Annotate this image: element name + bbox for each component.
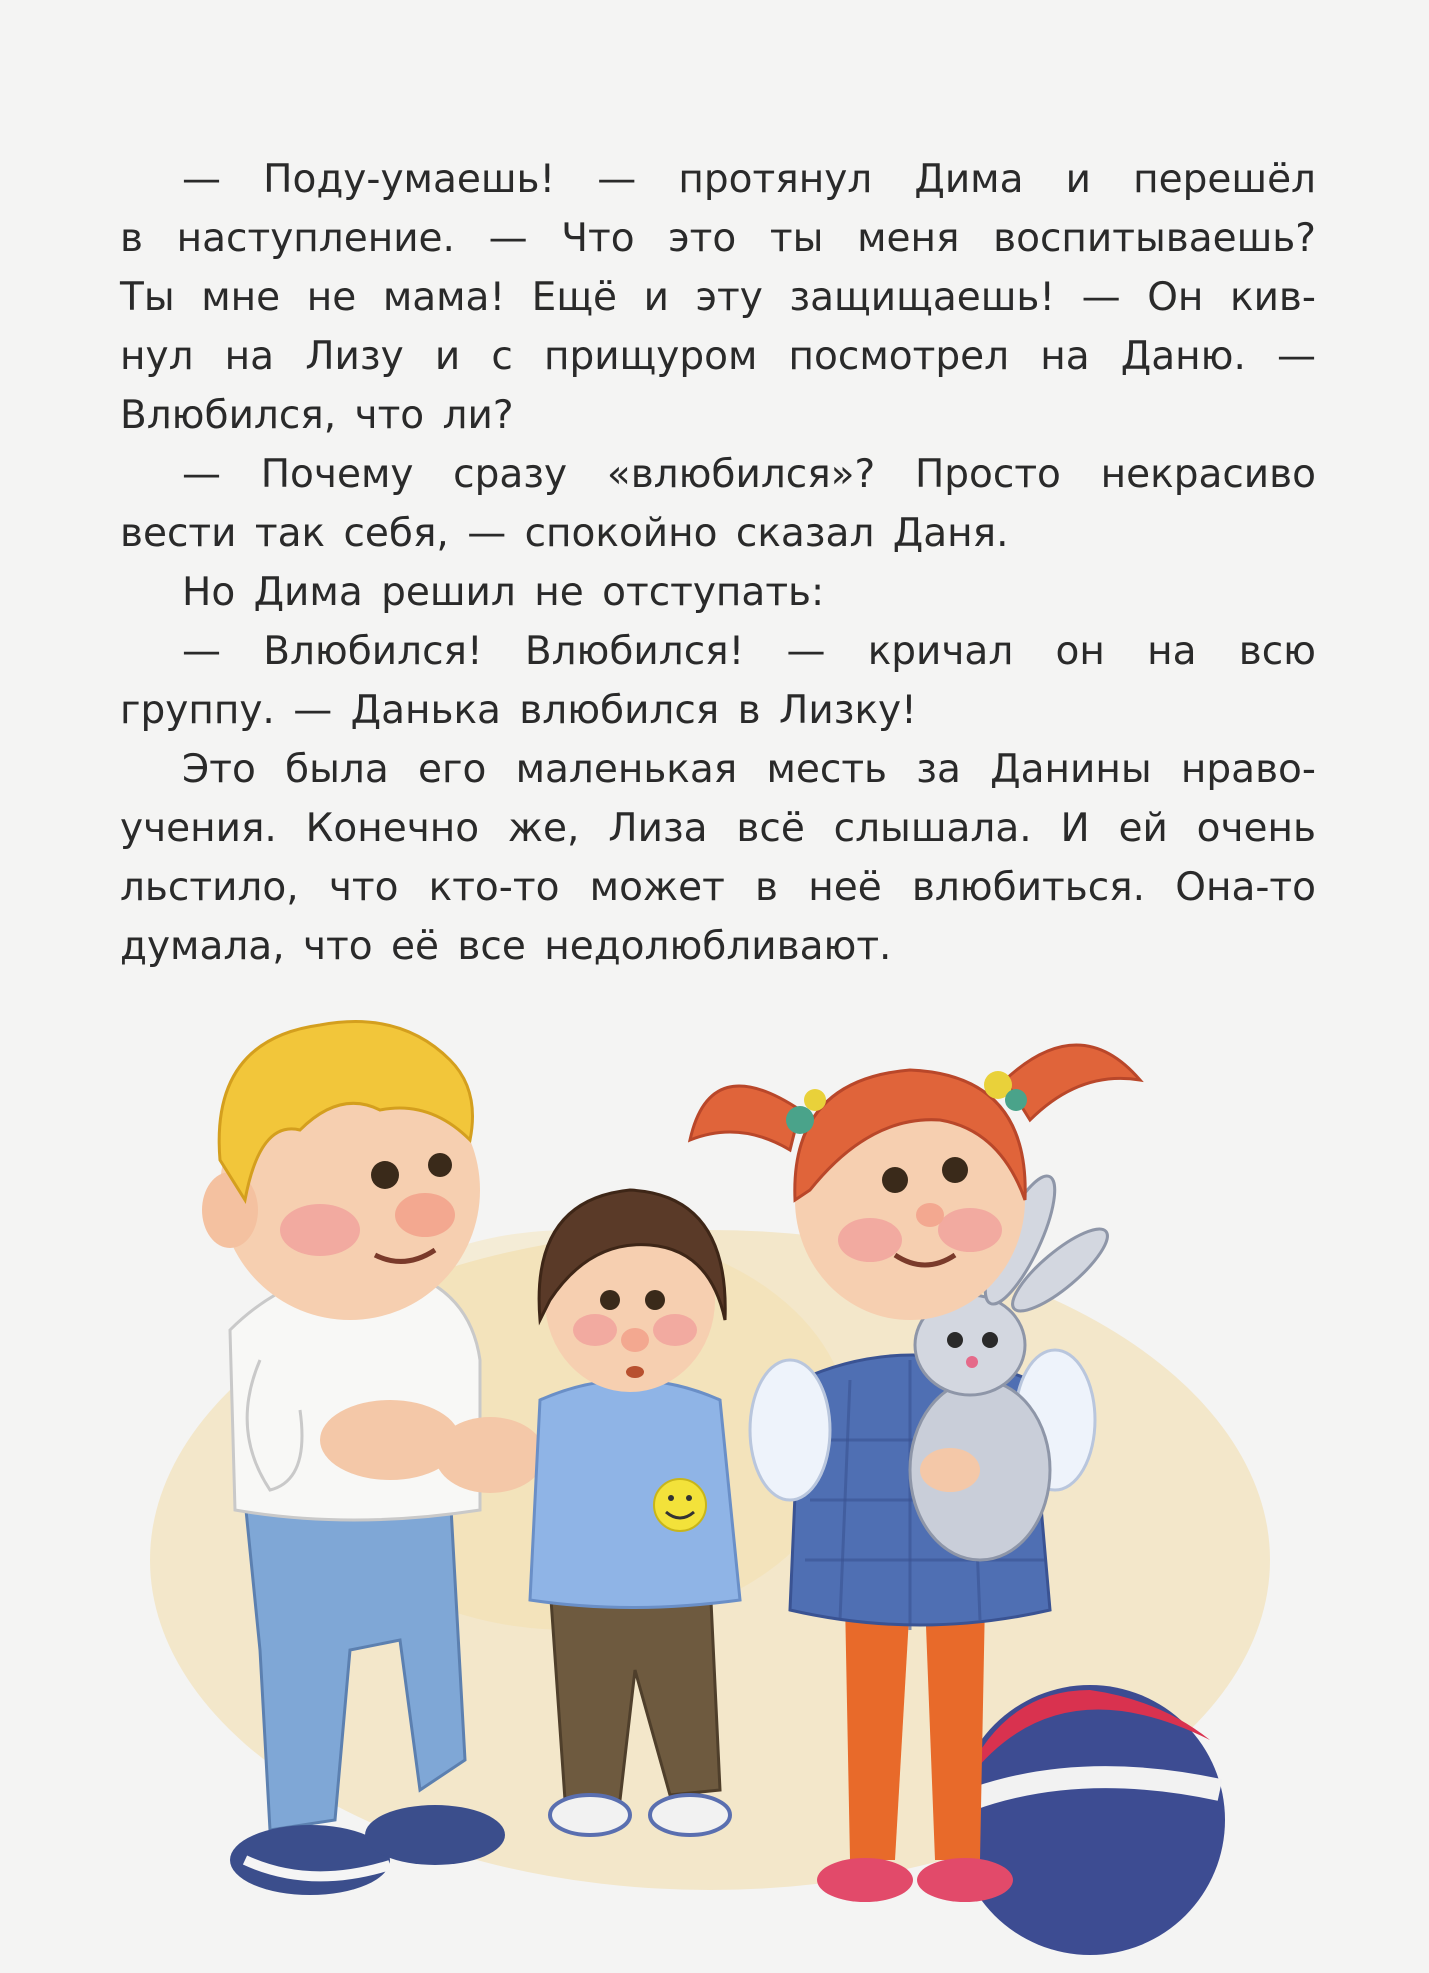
text-line: в наступление. — Что это ты меня воспитываешь? bbox=[120, 216, 1316, 261]
text-line: — Влюбился! Влюбился! — кричал он на всю bbox=[182, 629, 1316, 674]
paragraph-3 bbox=[120, 563, 1316, 622]
text-line: вести так себя, — спокойно сказал Даня. bbox=[120, 511, 1009, 556]
text-line: группу. — Данька влюбился в Лизку! bbox=[120, 688, 917, 733]
paragraph-1 bbox=[120, 150, 1316, 445]
text-line: нул на Лизу и с прищуром посмотрел на Даню. — bbox=[120, 334, 1316, 379]
text-line: Влюбился, что ли? bbox=[120, 393, 514, 438]
ball-icon bbox=[955, 1685, 1225, 1955]
text-line: — Поду-умаешь! — протянул Дима и перешёл bbox=[182, 157, 1316, 202]
text-line: — Почему сразу «влюбился»? Просто некрасиво bbox=[182, 452, 1316, 497]
story-text bbox=[120, 150, 1316, 976]
text-line: Ты мне не мама! Ещё и эту защищаешь! — Он кив- bbox=[120, 275, 1316, 320]
text-line: Но Дима решил не отступать: bbox=[182, 570, 825, 615]
text-line: Это была его маленькая месть за Данины нраво- bbox=[182, 747, 1316, 792]
paragraph-2 bbox=[120, 445, 1316, 563]
text-line: льстило, что кто-то может в неё влюбиться. Она-то bbox=[120, 865, 1316, 910]
text-line: думала, что её все недолюбливают. bbox=[120, 924, 892, 969]
paragraph-4 bbox=[120, 622, 1316, 740]
paragraph-5 bbox=[120, 740, 1316, 976]
text-line: учения. Конечно же, Лиза всё слышала. И ей очень bbox=[120, 806, 1316, 851]
children-illustration-icon bbox=[150, 1000, 1300, 1960]
